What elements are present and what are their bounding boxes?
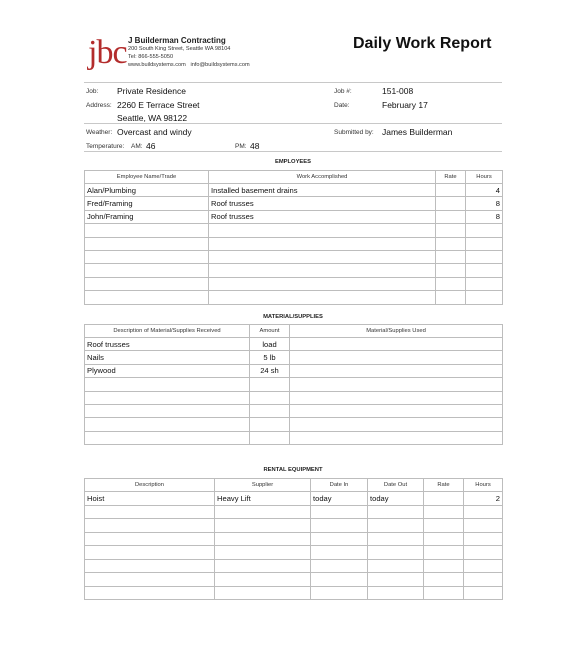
table-row (85, 197, 503, 210)
table-row (85, 519, 503, 533)
table-cell (436, 277, 466, 290)
column-header: Supplier (215, 479, 311, 492)
rental-table (84, 478, 503, 600)
table-cell (85, 586, 215, 600)
table-cell (250, 418, 290, 431)
date-value: February 17 (382, 100, 428, 110)
table-row (85, 264, 503, 277)
table-cell (85, 519, 215, 533)
job-value: Private Residence (117, 86, 186, 96)
table-cell (215, 586, 311, 600)
table-row (85, 418, 503, 431)
materials-table (84, 324, 503, 445)
table-row (85, 431, 503, 444)
table-cell (215, 559, 311, 573)
table-cell (466, 224, 503, 237)
table-cell (209, 277, 436, 290)
submitted-by-label: Submitted by: (334, 129, 374, 136)
table-cell (85, 404, 250, 417)
table-cell (250, 404, 290, 417)
table-cell (424, 546, 464, 560)
page-title: Daily Work Report (353, 35, 492, 52)
table-cell (436, 224, 466, 237)
table-cell (368, 532, 424, 546)
table-row (85, 250, 503, 263)
column-header: Rate (424, 479, 464, 492)
table-cell (464, 573, 503, 587)
table-cell (436, 210, 466, 223)
table-cell (436, 250, 466, 263)
table-cell: Roof trusses (85, 338, 250, 351)
table-cell: today (368, 492, 424, 506)
table-row (85, 492, 503, 506)
table-row (85, 364, 503, 377)
table-row (85, 573, 503, 587)
table-cell (368, 546, 424, 560)
table-cell (424, 505, 464, 519)
table-row (85, 505, 503, 519)
table-cell (311, 532, 368, 546)
table-cell (85, 559, 215, 573)
table-cell (85, 250, 209, 263)
table-cell (311, 546, 368, 560)
weather-label: Weather: (86, 129, 113, 136)
table-cell (215, 519, 311, 533)
table-cell (85, 378, 250, 391)
table-cell (85, 573, 215, 587)
table-cell (290, 351, 503, 364)
table-cell (424, 532, 464, 546)
table-row (85, 338, 503, 351)
table-cell (368, 505, 424, 519)
table-cell (436, 291, 466, 304)
table-cell (290, 418, 503, 431)
materials-section-title: MATERIAL/SUPPLIES (263, 314, 323, 320)
column-header: Rate (436, 171, 466, 184)
table-cell (85, 532, 215, 546)
table-cell (311, 505, 368, 519)
table-cell: Installed basement drains (209, 184, 436, 197)
job-label: Job: (86, 88, 99, 95)
table-cell: 5 lb (250, 351, 290, 364)
details-divider-1 (84, 123, 502, 124)
table-cell: load (250, 338, 290, 351)
table-cell (215, 505, 311, 519)
table-cell: Roof trusses (209, 197, 436, 210)
table-cell (368, 573, 424, 587)
am-label: AM: (131, 143, 143, 150)
table-cell: Alan/Plumbing (85, 184, 209, 197)
table-cell (85, 505, 215, 519)
weather-value: Overcast and windy (117, 127, 192, 137)
table-cell (424, 586, 464, 600)
table-cell (424, 492, 464, 506)
table-cell: today (311, 492, 368, 506)
submitted-by-value: James Builderman (382, 127, 453, 137)
table-cell (466, 264, 503, 277)
company-logo: jbc (88, 34, 127, 71)
table-cell: Heavy Lift (215, 492, 311, 506)
table-cell (290, 338, 503, 351)
table-row (85, 224, 503, 237)
table-cell (215, 532, 311, 546)
table-row (85, 378, 503, 391)
table-row (85, 546, 503, 560)
column-header: Amount (250, 325, 290, 338)
table-cell (464, 505, 503, 519)
table-row (85, 586, 503, 600)
table-cell (436, 197, 466, 210)
table-cell (424, 519, 464, 533)
table-cell (85, 391, 250, 404)
table-row (85, 184, 503, 197)
column-header: Employee Name/Trade (85, 171, 209, 184)
table-cell (250, 431, 290, 444)
table-cell (290, 404, 503, 417)
table-cell (436, 237, 466, 250)
table-cell (209, 264, 436, 277)
table-cell (311, 519, 368, 533)
table-cell (311, 586, 368, 600)
temperature-label: Temperature: (86, 143, 125, 150)
table-cell (215, 573, 311, 587)
table-cell (85, 546, 215, 560)
table-cell: 24 sh (250, 364, 290, 377)
table-cell (466, 277, 503, 290)
employees-section-title: EMPLOYEES (274, 159, 312, 165)
column-header: Hours (464, 479, 503, 492)
table-cell (464, 586, 503, 600)
table-cell (424, 559, 464, 573)
job-number-label: Job #: (334, 88, 352, 95)
am-value: 46 (146, 141, 156, 151)
pm-value: 48 (250, 141, 260, 151)
table-cell (464, 559, 503, 573)
table-cell (464, 519, 503, 533)
column-header: Description of Material/Supplies Received (85, 325, 250, 338)
table-cell (209, 250, 436, 263)
table-cell (209, 224, 436, 237)
column-header: Material/Supplies Used (290, 325, 503, 338)
date-label: Date: (334, 102, 350, 109)
table-cell: Fred/Framing (85, 197, 209, 210)
company-phone: Tel: 866-555-5050 (128, 54, 174, 60)
table-cell (466, 237, 503, 250)
table-cell: Roof trusses (209, 210, 436, 223)
table-cell (85, 277, 209, 290)
address-line2: Seattle, WA 98122 (117, 113, 188, 123)
table-cell (290, 391, 503, 404)
company-name: J Builderman Contracting (128, 36, 226, 45)
address-line1: 2260 E Terrace Street (117, 100, 200, 110)
column-header: Hours (466, 171, 503, 184)
table-cell (209, 291, 436, 304)
table-cell (368, 586, 424, 600)
table-cell (464, 532, 503, 546)
table-row (85, 277, 503, 290)
table-row (85, 559, 503, 573)
table-cell (424, 573, 464, 587)
table-cell (215, 546, 311, 560)
table-cell (85, 431, 250, 444)
table-row (85, 404, 503, 417)
rental-section-title: RENTAL EQUIPMENT (263, 467, 323, 473)
table-cell (436, 264, 466, 277)
details-divider-2 (84, 151, 502, 152)
table-row (85, 291, 503, 304)
table-cell (250, 378, 290, 391)
table-cell: John/Framing (85, 210, 209, 223)
table-cell (85, 264, 209, 277)
column-header: Description (85, 479, 215, 492)
table-cell (250, 391, 290, 404)
table-row (85, 210, 503, 223)
table-cell (368, 519, 424, 533)
table-cell (466, 250, 503, 263)
column-header: Work Accomplished (209, 171, 436, 184)
table-cell (209, 237, 436, 250)
table-cell: Plywood (85, 364, 250, 377)
table-cell (85, 418, 250, 431)
table-cell (290, 378, 503, 391)
pm-label: PM: (235, 143, 247, 150)
table-cell: 8 (466, 197, 503, 210)
address-label: Address: (86, 102, 112, 109)
table-cell: Nails (85, 351, 250, 364)
table-cell (85, 291, 209, 304)
table-cell (311, 573, 368, 587)
table-cell (436, 184, 466, 197)
table-cell: 2 (464, 492, 503, 506)
table-cell (290, 431, 503, 444)
table-cell (311, 559, 368, 573)
table-row (85, 532, 503, 546)
table-cell (464, 546, 503, 560)
company-address: 200 South King Street, Seattle WA 98104 (128, 46, 231, 52)
table-cell: 4 (466, 184, 503, 197)
table-row (85, 237, 503, 250)
column-header: Date Out (368, 479, 424, 492)
table-cell (85, 224, 209, 237)
table-cell (368, 559, 424, 573)
table-row (85, 391, 503, 404)
table-cell (290, 364, 503, 377)
table-cell: Hoist (85, 492, 215, 506)
job-number-value: 151-008 (382, 86, 414, 96)
column-header: Date In (311, 479, 368, 492)
table-cell (85, 237, 209, 250)
employees-table (84, 170, 503, 305)
table-cell (466, 291, 503, 304)
header-divider (84, 82, 502, 83)
table-row (85, 351, 503, 364)
table-cell: 8 (466, 210, 503, 223)
company-web-email: www.buildsystems.com info@buildsystems.com (128, 62, 250, 68)
